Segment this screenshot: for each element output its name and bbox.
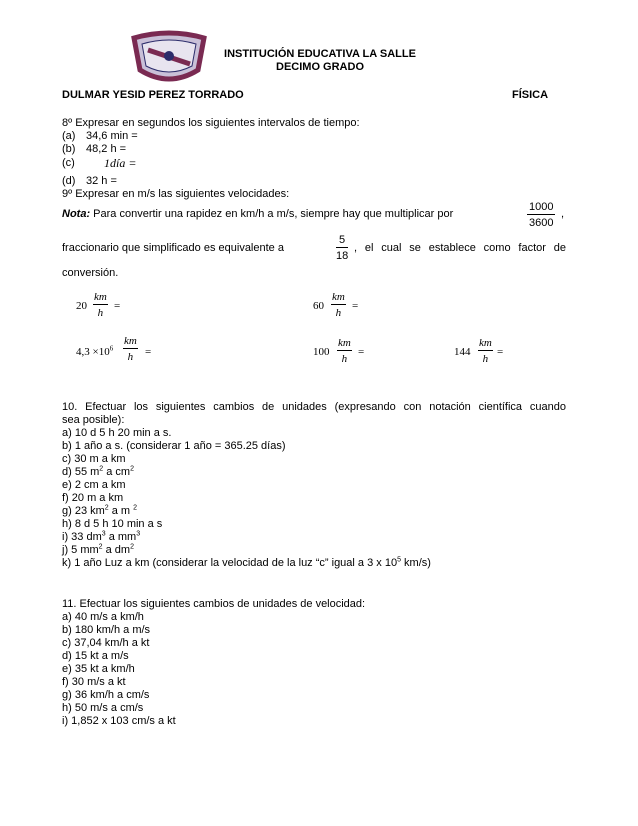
expr-144-fraction: $\frac{km}{h}$ bbox=[479, 337, 492, 365]
expr-100-fraction: $\frac{km}{h}$ bbox=[338, 337, 351, 365]
q10-item-a: a) 10 d 5 h 20 min a s. bbox=[62, 427, 172, 439]
q8-item-d: (d) 32 h = bbox=[62, 175, 117, 187]
institution-title: INSTITUCIÓN EDUCATIVA LA SALLE bbox=[224, 48, 416, 60]
comma: , bbox=[561, 208, 565, 220]
subject-name: FÍSICA bbox=[512, 89, 549, 101]
fraction-5-18: $\frac{5}{18}$ bbox=[336, 234, 349, 262]
expr-100-equals: = bbox=[358, 346, 365, 358]
q10-item-d: d) 55 $m^2$ a $cm^2$ bbox=[62, 465, 135, 478]
expr-60-equals: = bbox=[352, 300, 359, 312]
q9-line3: conversión. bbox=[62, 267, 119, 279]
q11-item-g: g) 36 km/h a cm/s bbox=[62, 689, 150, 701]
expr-4-3e6-equals: = bbox=[145, 346, 152, 358]
q9-line2b: , el cual se establece como factor de bbox=[354, 242, 566, 254]
q9-note: Nota: Para convertir una rapidez en km/h a m/s, siempre hay que multiplicar por bbox=[62, 208, 454, 220]
q10-item-i: i) 33 $dm^3$ a $mm^3$ bbox=[62, 530, 141, 543]
q11-title: 11. Efectuar los siguientes cambios de unidades de velocidad: bbox=[62, 598, 366, 610]
expr-4-3e6-value: $4,3 \times 10^6$ bbox=[76, 344, 114, 358]
q11-item-c: c) 37,04 km/h a kt bbox=[62, 637, 150, 649]
q9-title: 9º Expresar en m/s las siguientes velocidades: bbox=[62, 188, 290, 200]
q11-item-e: e) 35 kt a km/h bbox=[62, 663, 135, 675]
q10-title-cont: sea posible): bbox=[62, 414, 125, 426]
q11-item-b: b) 180 km/h a m/s bbox=[62, 624, 151, 636]
q11-item-f: f) 30 m/s a kt bbox=[62, 676, 126, 688]
q10-item-h: h) 8 d 5 h 10 min a s bbox=[62, 518, 163, 530]
grade-title: DECIMO GRADO bbox=[276, 61, 364, 73]
q10-item-e: e) 2 cm a km bbox=[62, 479, 126, 491]
expr-20-value: 20 bbox=[76, 300, 87, 312]
q10-item-b: b) 1 año a s. (considerar 1 año = 365.25 días) bbox=[62, 440, 286, 452]
q8-title: 8º Expresar en segundos los siguientes intervalos de tiempo: bbox=[62, 117, 360, 129]
expr-20-equals: = bbox=[114, 300, 121, 312]
expr-60-fraction: $\frac{km}{h}$ bbox=[332, 291, 345, 319]
q10-item-k: k) 1 año Luz a km (considerar la velocidad de la luz “c” igual a 3 x $10^5$ km/s) bbox=[62, 556, 431, 569]
q10-item-c: c) 30 m a km bbox=[62, 453, 126, 465]
expr-60-value: 60 bbox=[313, 300, 324, 312]
expr-20-fraction: $\frac{km}{h}$ bbox=[94, 291, 107, 319]
q10-item-g: g) 23 $km^2$ a m $^2$ bbox=[62, 504, 138, 517]
q8-item-a: (a) 34,6 min = bbox=[62, 130, 138, 142]
expr-4-3e6-fraction: $\frac{km}{h}$ bbox=[124, 335, 137, 363]
q8-item-b: (b) 48,2 h = bbox=[62, 143, 127, 155]
q10-item-f: f) 20 m a km bbox=[62, 492, 124, 504]
fraction-1000-3600: $\frac{1000}{3600}$ bbox=[529, 201, 554, 229]
q8-item-c: (c) 1día = bbox=[62, 156, 137, 170]
q11-item-d: d) 15 kt a m/s bbox=[62, 650, 129, 662]
expr-144-equals: = bbox=[497, 346, 504, 358]
expr-144-value: 144 bbox=[454, 346, 471, 358]
q11-item-i: i) 1,852 x 103 cm/s a kt bbox=[62, 715, 176, 727]
q11-item-h: h) 50 m/s a cm/s bbox=[62, 702, 144, 714]
q9-line2a: fraccionario que simplificado es equivalente a bbox=[62, 242, 284, 254]
q11-item-a: a) 40 m/s a km/h bbox=[62, 611, 144, 623]
q10-title: 10. Efectuar los siguientes cambios de unidades (expresando con notación científica cuando bbox=[62, 401, 566, 413]
teacher-name: DULMAR YESID PEREZ TORRADO bbox=[62, 89, 244, 101]
q10-item-j: j) 5 $mm^2$ a $dm^2$ bbox=[62, 543, 134, 556]
expr-100-value: 100 bbox=[313, 346, 330, 358]
